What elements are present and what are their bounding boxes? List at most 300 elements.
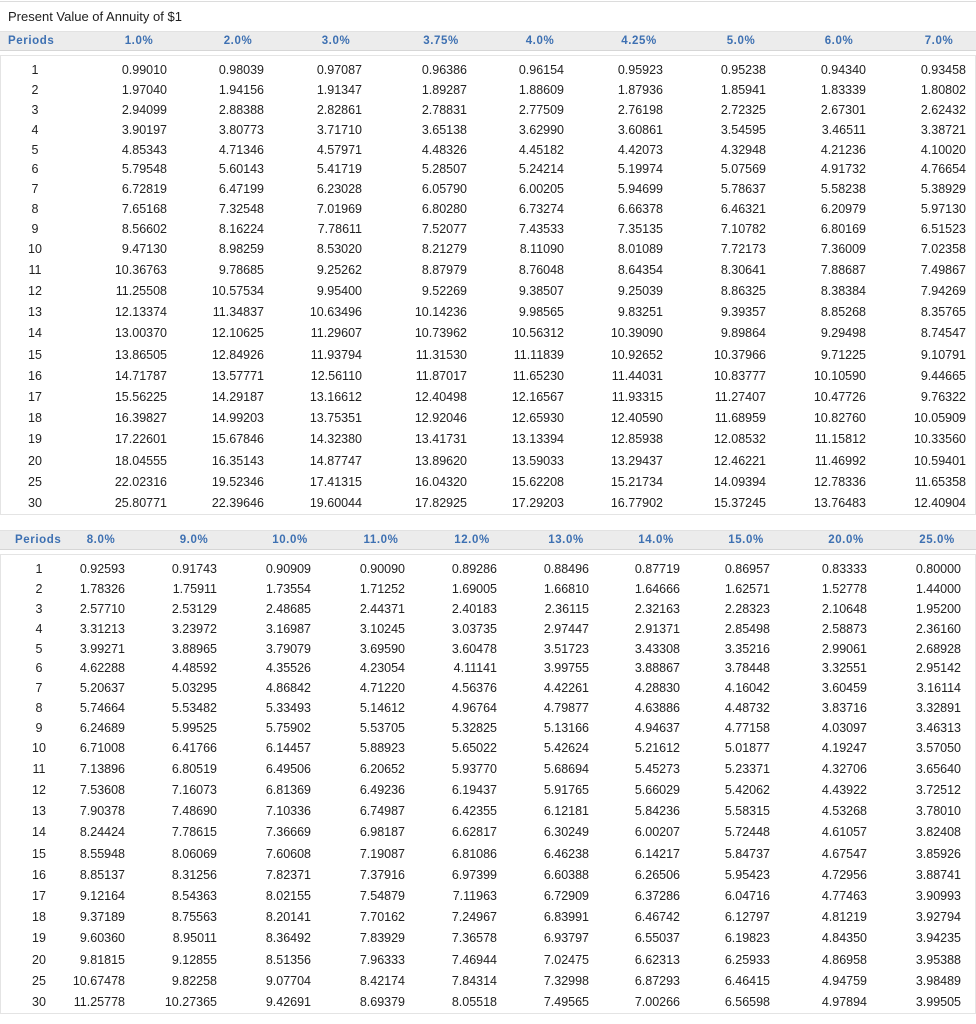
value-cell: 9.78685: [218, 262, 264, 277]
value-cell: 1.87936: [617, 82, 663, 97]
value-cell: 10.14236: [414, 305, 467, 320]
table-row: [1, 180, 975, 200]
table-row: [1, 451, 975, 472]
value-cell: 14.09394: [713, 474, 766, 489]
period-cell: 7: [31, 182, 39, 197]
value-cell: 12.13374: [114, 305, 167, 320]
value-cell: 4.71346: [218, 142, 264, 157]
value-cell: 11.15812: [814, 432, 866, 447]
period-cell: 16: [32, 867, 46, 882]
value-cell: 7.90378: [79, 804, 125, 819]
value-cell: 3.51723: [543, 641, 589, 656]
value-cell: 5.72448: [724, 825, 770, 840]
value-cell: 6.73274: [518, 202, 564, 217]
value-cell: 1.69005: [451, 581, 497, 596]
value-cell: 5.84737: [724, 846, 770, 861]
value-cell: 7.24967: [451, 910, 497, 925]
value-cell: 4.77158: [724, 721, 770, 736]
value-cell: 3.94235: [915, 931, 961, 946]
period-cell: 19: [32, 931, 46, 946]
table-row: [1, 323, 975, 344]
value-cell: 4.56376: [451, 681, 497, 696]
value-cell: 5.03295: [171, 681, 217, 696]
value-cell: 11.46992: [814, 453, 866, 468]
header-row: [0, 530, 976, 550]
period-cell: 16: [28, 368, 42, 383]
periods-header: Periods: [15, 534, 62, 546]
value-cell: 4.23054: [359, 661, 405, 676]
value-cell: 4.43922: [821, 783, 867, 798]
value-cell: 5.41719: [316, 162, 362, 177]
value-cell: 5.53482: [171, 701, 217, 716]
value-cell: 4.32706: [821, 761, 867, 776]
value-cell: 13.75351: [309, 411, 362, 426]
value-cell: 12.46221: [713, 453, 766, 468]
value-cell: 6.74987: [359, 804, 405, 819]
value-cell: 3.65138: [421, 122, 467, 137]
value-cell: 7.52077: [421, 222, 467, 237]
value-cell: 0.83333: [821, 562, 867, 576]
value-cell: 3.32891: [915, 701, 961, 716]
table-row: [1, 366, 975, 387]
value-cell: 7.60608: [265, 846, 311, 861]
value-cell: 5.65022: [451, 741, 497, 756]
value-cell: 0.96154: [518, 63, 564, 77]
value-cell: 6.20979: [820, 202, 866, 217]
value-cell: 4.76654: [920, 162, 966, 177]
value-cell: 11.25508: [115, 284, 167, 299]
value-cell: 8.30641: [720, 262, 766, 277]
table-row: [1, 780, 975, 801]
page-title: Present Value of Annuity of $1: [8, 9, 182, 24]
value-cell: 10.37966: [713, 347, 766, 362]
value-cell: 0.87719: [634, 562, 680, 576]
table-row: [1, 719, 975, 739]
value-cell: 3.60478: [451, 641, 497, 656]
value-cell: 11.25778: [73, 994, 125, 1009]
value-cell: 3.46313: [915, 721, 961, 736]
value-cell: 4.11141: [453, 661, 497, 676]
period-cell: 2: [31, 82, 39, 97]
table-row: [1, 493, 975, 514]
value-cell: 8.11090: [519, 242, 564, 257]
value-cell: 8.69379: [359, 994, 405, 1009]
value-cell: 8.95011: [172, 931, 217, 946]
value-cell: 8.74547: [920, 326, 966, 341]
value-cell: 8.87979: [421, 262, 467, 277]
value-cell: 2.58873: [821, 621, 867, 636]
value-cell: 4.62288: [79, 661, 125, 676]
value-cell: 6.25933: [724, 952, 770, 967]
value-cell: 9.25039: [617, 284, 663, 299]
table-row: [1, 260, 975, 281]
value-cell: 2.97447: [543, 621, 589, 636]
value-cell: 0.90090: [359, 562, 405, 576]
period-cell: 13: [32, 804, 46, 819]
value-cell: 3.54595: [720, 122, 766, 137]
table-row: [1, 679, 975, 699]
value-cell: 9.39357: [720, 305, 766, 320]
value-cell: 11.93315: [611, 390, 663, 405]
value-cell: 6.72909: [543, 889, 589, 904]
value-cell: 8.38384: [820, 284, 866, 299]
rate-header: 15.0%: [728, 534, 764, 546]
value-cell: 9.47130: [121, 242, 167, 257]
value-cell: 8.85268: [820, 305, 866, 320]
value-cell: 4.42261: [543, 681, 589, 696]
value-cell: 3.31213: [79, 621, 125, 636]
period-cell: 8: [31, 202, 39, 217]
period-cell: 20: [32, 952, 46, 967]
value-cell: 5.99525: [171, 721, 217, 736]
value-cell: 2.53129: [171, 601, 217, 616]
value-cell: 6.05790: [421, 182, 467, 197]
value-cell: 7.96333: [359, 952, 405, 967]
table-row: [1, 408, 975, 429]
rate-header: 3.75%: [423, 35, 459, 47]
rate-header: 6.0%: [824, 35, 854, 47]
value-cell: 5.28507: [421, 162, 467, 177]
value-cell: 5.42062: [724, 783, 770, 798]
value-cell: 7.37916: [359, 867, 405, 882]
value-cell: 12.84926: [211, 347, 264, 362]
value-cell: 3.99755: [543, 661, 589, 676]
value-cell: 3.90993: [915, 889, 961, 904]
value-cell: 7.48690: [171, 804, 217, 819]
value-cell: 11.87017: [415, 368, 467, 383]
value-cell: 11.11839: [513, 347, 564, 362]
value-cell: 3.57050: [915, 741, 961, 756]
value-cell: 15.67846: [211, 432, 264, 447]
value-cell: 25.80771: [114, 495, 167, 510]
value-cell: 11.31530: [415, 347, 467, 362]
value-cell: 6.14457: [265, 741, 311, 756]
table-row: [1, 345, 975, 366]
value-cell: 4.57971: [316, 142, 362, 157]
value-cell: 6.93797: [543, 931, 589, 946]
rate-header: 8.0%: [86, 534, 116, 546]
value-cell: 0.88496: [543, 562, 589, 576]
value-cell: 3.82408: [915, 825, 961, 840]
value-cell: 8.21279: [421, 242, 467, 257]
value-cell: 13.86505: [114, 347, 167, 362]
value-cell: 0.89286: [451, 562, 497, 576]
rate-header: 12.0%: [454, 534, 490, 546]
value-cell: 7.10336: [265, 804, 311, 819]
value-cell: 12.16567: [511, 390, 564, 405]
value-cell: 0.91743: [171, 562, 217, 576]
value-cell: 6.98187: [359, 825, 405, 840]
value-cell: 1.85941: [720, 82, 766, 97]
value-cell: 4.35526: [265, 661, 311, 676]
value-cell: 3.79079: [265, 641, 311, 656]
value-cell: 8.75563: [171, 910, 217, 925]
value-cell: 14.29187: [211, 390, 264, 405]
value-cell: 3.72512: [915, 783, 961, 798]
value-cell: 17.29203: [511, 495, 564, 510]
value-cell: 3.78448: [724, 661, 770, 676]
period-cell: 1: [35, 562, 43, 576]
table-row: [1, 950, 975, 971]
value-cell: 4.67547: [821, 846, 867, 861]
value-cell: 1.89287: [421, 82, 467, 97]
value-cell: 5.24214: [518, 162, 564, 177]
value-cell: 12.85938: [610, 432, 663, 447]
rate-header: 2.0%: [223, 35, 253, 47]
value-cell: 5.53705: [359, 721, 405, 736]
value-cell: 6.30249: [543, 825, 589, 840]
table-row: [1, 141, 975, 161]
value-cell: 9.44665: [920, 368, 966, 383]
period-cell: 12: [28, 284, 42, 299]
value-cell: 13.89620: [414, 453, 467, 468]
period-cell: 11: [28, 262, 42, 277]
value-cell: 1.44000: [915, 581, 961, 596]
value-cell: 3.99505: [915, 994, 961, 1009]
value-cell: 10.73962: [414, 326, 467, 341]
period-cell: 11: [32, 761, 46, 776]
value-cell: 3.38721: [920, 122, 966, 137]
table-row: [1, 472, 975, 493]
value-cell: 6.80169: [820, 222, 866, 237]
value-cell: 6.72819: [121, 182, 167, 197]
value-cell: 19.60044: [309, 495, 362, 510]
value-cell: 9.07704: [265, 973, 311, 988]
value-cell: 4.86958: [821, 952, 867, 967]
table-row: [1, 844, 975, 865]
period-cell: 3: [31, 102, 39, 117]
value-cell: 8.35765: [920, 305, 966, 320]
value-cell: 4.94759: [821, 973, 867, 988]
value-cell: 1.75911: [172, 581, 217, 596]
period-cell: 15: [28, 347, 42, 362]
value-cell: 11.68959: [714, 411, 766, 426]
value-cell: 8.64354: [617, 262, 663, 277]
value-cell: 2.44371: [359, 601, 405, 616]
period-cell: 17: [28, 390, 42, 405]
value-cell: 9.12855: [171, 952, 217, 967]
period-cell: 5: [31, 142, 39, 157]
value-cell: 6.26506: [634, 867, 680, 882]
value-cell: 16.39827: [114, 411, 167, 426]
value-cell: 7.54879: [359, 889, 405, 904]
value-cell: 3.85926: [915, 846, 961, 861]
value-cell: 7.00266: [634, 994, 680, 1009]
value-cell: 13.76483: [813, 495, 866, 510]
value-cell: 10.82760: [813, 411, 866, 426]
value-cell: 3.83716: [821, 701, 867, 716]
value-cell: 5.74664: [79, 701, 125, 716]
period-cell: 2: [35, 581, 43, 596]
table-row: [1, 200, 975, 220]
value-cell: 0.96386: [421, 63, 467, 77]
value-cell: 5.14612: [359, 701, 405, 716]
value-cell: 7.72173: [720, 242, 766, 257]
value-cell: 9.83251: [617, 305, 663, 320]
value-cell: 5.60143: [218, 162, 264, 177]
period-cell: 6: [31, 162, 39, 177]
value-cell: 5.23371: [724, 761, 770, 776]
value-cell: 7.83929: [359, 931, 405, 946]
value-cell: 3.71710: [316, 122, 362, 137]
value-cell: 2.62432: [920, 102, 966, 117]
value-cell: 12.92046: [414, 411, 467, 426]
value-cell: 2.76198: [617, 102, 663, 117]
value-cell: 6.81369: [265, 783, 311, 798]
rate-header: 11.0%: [363, 534, 399, 546]
value-cell: 4.45182: [518, 142, 564, 157]
table-row: [1, 281, 975, 302]
value-cell: 4.53268: [821, 804, 867, 819]
value-cell: 6.14217: [634, 846, 680, 861]
table-row: [1, 659, 975, 679]
period-cell: 4: [35, 621, 43, 636]
value-cell: 11.34837: [212, 305, 264, 320]
value-cell: 1.97040: [121, 82, 167, 97]
rate-header: 14.0%: [638, 534, 674, 546]
value-cell: 2.85498: [724, 621, 770, 636]
value-cell: 7.53608: [79, 783, 125, 798]
value-cell: 6.41766: [171, 741, 217, 756]
rate-header: 1.0%: [124, 35, 154, 47]
rate-header: 25.0%: [919, 534, 955, 546]
value-cell: 4.48732: [724, 701, 770, 716]
value-cell: 0.99010: [121, 63, 167, 77]
value-cell: 14.87747: [309, 453, 362, 468]
value-cell: 0.92593: [79, 562, 125, 576]
value-cell: 6.71008: [79, 741, 125, 756]
value-cell: 4.48326: [421, 142, 467, 157]
value-cell: 6.62817: [451, 825, 497, 840]
value-cell: 4.97894: [821, 994, 867, 1009]
value-cell: 0.90909: [265, 562, 311, 576]
value-cell: 9.38507: [518, 284, 564, 299]
value-cell: 10.05909: [913, 411, 966, 426]
value-cell: 7.94269: [920, 284, 966, 299]
value-cell: 12.10625: [211, 326, 264, 341]
value-cell: 5.21612: [634, 741, 680, 756]
table-row: [1, 580, 975, 600]
value-cell: 7.16073: [171, 783, 217, 798]
value-cell: 13.57771: [211, 368, 264, 383]
value-cell: 14.32380: [309, 432, 362, 447]
value-cell: 7.36009: [820, 242, 866, 257]
value-cell: 17.82925: [414, 495, 467, 510]
value-cell: 19.52346: [211, 474, 264, 489]
value-cell: 1.91347: [316, 82, 362, 97]
value-cell: 3.88965: [171, 641, 217, 656]
value-cell: 3.16987: [265, 621, 311, 636]
value-cell: 3.95388: [915, 952, 961, 967]
period-cell: 17: [32, 889, 46, 904]
value-cell: 5.45273: [634, 761, 680, 776]
value-cell: 16.04320: [414, 474, 467, 489]
value-cell: 15.62208: [511, 474, 564, 489]
table-upper-rates: [0, 31, 976, 510]
value-cell: 5.66029: [634, 783, 680, 798]
value-cell: 7.01969: [316, 202, 362, 217]
value-cell: 6.46742: [634, 910, 680, 925]
period-cell: 8: [35, 701, 43, 716]
value-cell: 8.31256: [171, 867, 217, 882]
value-cell: 2.78831: [421, 102, 467, 117]
value-cell: 7.13896: [79, 761, 125, 776]
value-cell: 6.97399: [451, 867, 497, 882]
value-cell: 8.76048: [518, 262, 564, 277]
table-row: [1, 600, 975, 620]
value-cell: 13.00370: [114, 326, 167, 341]
value-cell: 6.04716: [724, 889, 770, 904]
value-cell: 8.05518: [451, 994, 497, 1009]
value-cell: 7.78611: [317, 222, 362, 237]
value-cell: 4.21236: [820, 142, 866, 157]
value-cell: 6.46238: [543, 846, 589, 861]
value-cell: 0.80000: [915, 562, 961, 576]
value-cell: 4.94637: [634, 721, 680, 736]
value-cell: 4.03097: [821, 721, 867, 736]
value-cell: 3.43308: [634, 641, 680, 656]
value-cell: 5.01877: [724, 741, 770, 756]
value-cell: 6.37286: [634, 889, 680, 904]
rate-header: 3.0%: [321, 35, 351, 47]
value-cell: 1.94156: [218, 82, 264, 97]
value-cell: 2.32163: [634, 601, 680, 616]
period-cell: 6: [35, 661, 43, 676]
value-cell: 6.51523: [920, 222, 966, 237]
value-cell: 2.48685: [265, 601, 311, 616]
period-cell: 20: [28, 453, 42, 468]
value-cell: 4.71220: [359, 681, 405, 696]
value-cell: 3.69590: [359, 641, 405, 656]
value-cell: 1.64666: [634, 581, 680, 596]
value-cell: 3.46511: [821, 122, 866, 137]
value-cell: 15.56225: [114, 390, 167, 405]
value-cell: 2.40183: [451, 601, 497, 616]
table-row: [1, 971, 975, 992]
table-row: [1, 865, 975, 886]
value-cell: 5.13166: [543, 721, 589, 736]
value-cell: 4.84350: [821, 931, 867, 946]
value-cell: 4.96764: [451, 701, 497, 716]
value-cell: 6.19437: [451, 783, 497, 798]
table-row: [1, 220, 975, 240]
value-cell: 7.02475: [543, 952, 589, 967]
table-row: [1, 121, 975, 141]
value-cell: 8.85137: [79, 867, 125, 882]
value-cell: 10.47726: [813, 390, 866, 405]
value-cell: 18.04555: [114, 453, 167, 468]
value-cell: 13.16612: [309, 390, 362, 405]
value-cell: 11.65358: [914, 474, 966, 489]
value-cell: 4.85343: [121, 142, 167, 157]
value-cell: 6.83991: [543, 910, 589, 925]
table-row: [1, 81, 975, 101]
value-cell: 22.02316: [114, 474, 167, 489]
value-cell: 7.35135: [617, 222, 663, 237]
value-cell: 9.95400: [316, 284, 362, 299]
value-cell: 8.01089: [617, 242, 663, 257]
value-cell: 8.02155: [265, 889, 311, 904]
rate-header: 4.25%: [621, 35, 657, 47]
value-cell: 4.32948: [720, 142, 766, 157]
value-cell: 7.49867: [920, 262, 966, 277]
value-cell: 3.98489: [915, 973, 961, 988]
value-cell: 8.54363: [171, 889, 217, 904]
value-cell: 10.83777: [713, 368, 766, 383]
value-cell: 6.80519: [171, 761, 217, 776]
value-cell: 9.12164: [79, 889, 125, 904]
value-cell: 12.78336: [813, 474, 866, 489]
